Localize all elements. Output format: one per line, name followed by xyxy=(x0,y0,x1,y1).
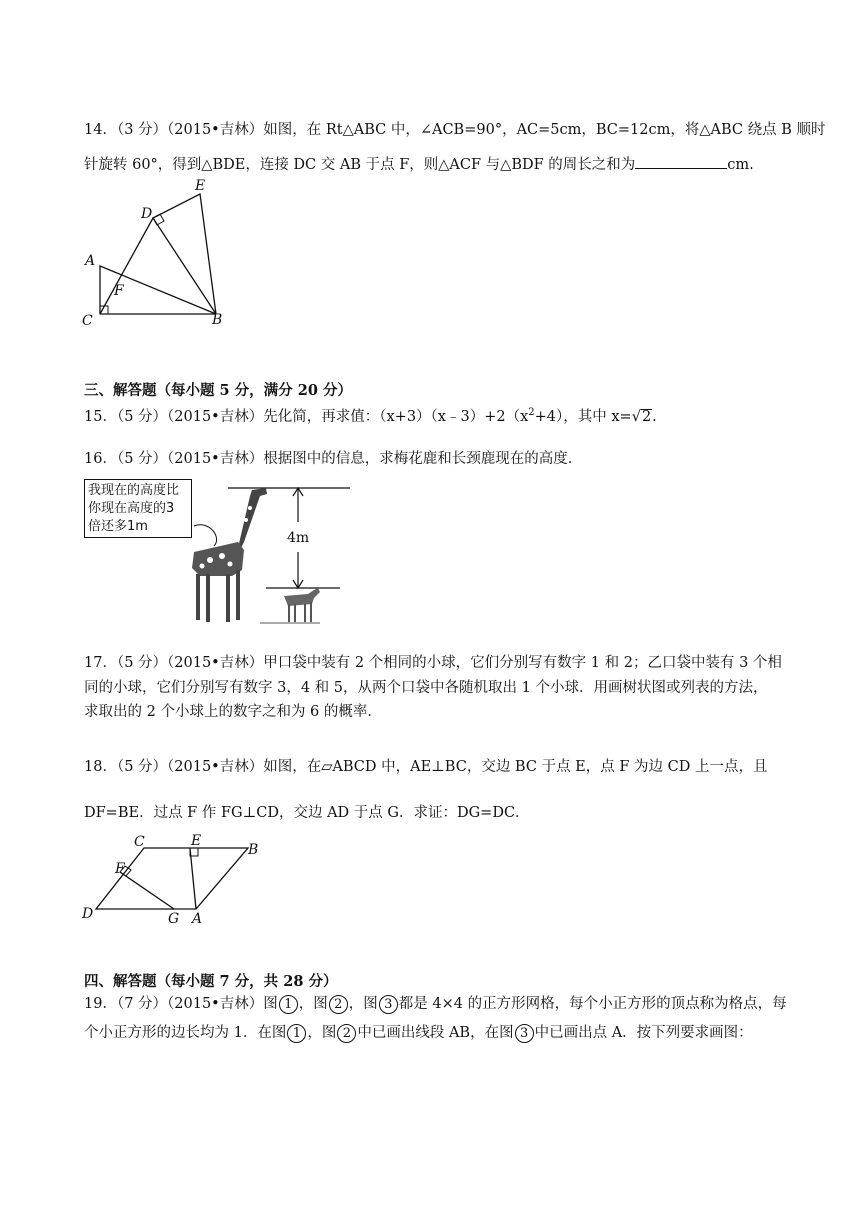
q14-label-b: B xyxy=(212,312,223,328)
q14-unit: cm. xyxy=(727,157,754,173)
q19-line1 xyxy=(84,994,787,1014)
q18-figure xyxy=(78,830,278,930)
q19-text-d: 都是 4×4 的正方形网格，每个小正方形的顶点称为格点，每 xyxy=(398,996,787,1012)
height-difference-label: 4m xyxy=(287,530,310,546)
speech-callout xyxy=(84,479,192,538)
callout-tail xyxy=(194,525,217,546)
circled-3-icon: 3 xyxy=(379,995,398,1014)
circled-2-icon: 2 xyxy=(337,1024,356,1043)
segment-ae xyxy=(190,848,196,909)
q19-text-g: 中已画出线段 AB，在图 xyxy=(357,1025,514,1041)
q18-label-c: C xyxy=(134,834,145,850)
q19-line2 xyxy=(84,1023,753,1043)
q19-text-e: 个小正方形的边长均为 1．在图 xyxy=(84,1025,287,1041)
giraffe-icon xyxy=(192,488,267,622)
q18-label-g: G xyxy=(168,911,180,927)
q14-segment-dc xyxy=(100,218,153,314)
q14-label-c: C xyxy=(82,313,93,329)
q18-line2: DF=BE．过点 F 作 FG⊥CD，交边 AD 于点 G．求证：DG=DC． xyxy=(84,805,530,821)
sqrt-symbol: √ xyxy=(631,408,641,425)
callout-line-3: 倍还多1m xyxy=(88,519,148,534)
q15-pre: 15．（5 分）（2015•吉林）先化简，再求值：（x+3）（x﹣3）+2（x xyxy=(84,408,529,425)
circled-1-icon: 1 xyxy=(279,995,298,1014)
q18-label-e: E xyxy=(191,833,202,849)
q16-line: 16．（5 分）（2015•吉林）根据图中的信息，求梅花鹿和长颈鹿现在的高度． xyxy=(84,451,583,467)
q19-text-f: ，图 xyxy=(307,1025,337,1041)
q14-line1: 14．（3 分）（2015•吉林）如图，在 Rt△ABC 中，∠ACB=90°，AC=5cm，BC=12cm，将△ABC 绕点 B 顺时 xyxy=(84,122,826,138)
q14-label-d: D xyxy=(141,206,153,222)
q18-label-b: B xyxy=(248,842,259,858)
q19-text-h: 中已画出点 A．按下列要求画图： xyxy=(534,1025,753,1041)
q19-text-b: ，图 xyxy=(298,996,328,1012)
sqrt-radicand: 2 xyxy=(641,408,652,425)
circled-1-icon: 1 xyxy=(287,1024,306,1043)
q15-exponent: 2 xyxy=(528,407,535,418)
q18-label-a: A xyxy=(192,911,203,927)
circled-3-icon: 3 xyxy=(515,1024,534,1043)
q19-text-c: ，图 xyxy=(348,996,378,1012)
q14-figure xyxy=(78,176,238,331)
q14-label-e: E xyxy=(195,178,206,194)
q14-line2 xyxy=(84,154,754,175)
q17-line1: 17．（5 分）（2015•吉林）甲口袋中装有 2 个相同的小球，它们分别写有数字 1 和 2；乙口袋中装有 3 个相 xyxy=(84,655,782,671)
q18-label-f: F xyxy=(115,861,125,877)
q15-mid: +4），其中 x= xyxy=(534,408,632,425)
parallelogram-abcd xyxy=(96,848,248,909)
q15-line xyxy=(84,403,657,427)
q17-line2: 同的小球，它们分别写有数字 3，4 和 5，从两个口袋中各随机取出 1 个小球．用画树状图或列表的方法， xyxy=(84,680,768,696)
answer-blank xyxy=(635,154,727,169)
circled-2-icon: 2 xyxy=(329,995,348,1014)
q15-post: . xyxy=(652,408,657,425)
q16-figure xyxy=(180,480,355,630)
q17-line3: 求取出的 2 个小球上的数字之和为 6 的概率． xyxy=(84,704,382,720)
q14-label-a: A xyxy=(85,253,96,269)
deer-icon xyxy=(260,588,320,623)
q19-text-a: 19．（7 分）（2015•吉林）图 xyxy=(84,996,278,1012)
q18-label-d: D xyxy=(82,906,94,922)
section4-title: 四、解答题（每小题 7 分，共 28 分） xyxy=(84,973,338,990)
q18-line1: 18．（5 分）（2015•吉林）如图，在▱ABCD 中，AE⊥BC，交边 BC 于点 E，点 F 为边 CD 上一点，且 xyxy=(84,759,768,775)
callout-line-2: 你现在高度的3 xyxy=(88,501,175,516)
q14-triangle-bde xyxy=(153,194,216,314)
q14-line2-text: 针旋转 60°，得到△BDE，连接 DC 交 AB 于点 F，则△ACF 与△BDF 的周长之和为 xyxy=(84,157,636,173)
q14-label-f: F xyxy=(114,283,124,299)
section3-title: 三、解答题（每小题 5 分，满分 20 分） xyxy=(84,382,352,399)
callout-line-1: 我现在的高度比 xyxy=(88,483,180,498)
segment-fg xyxy=(120,872,174,909)
